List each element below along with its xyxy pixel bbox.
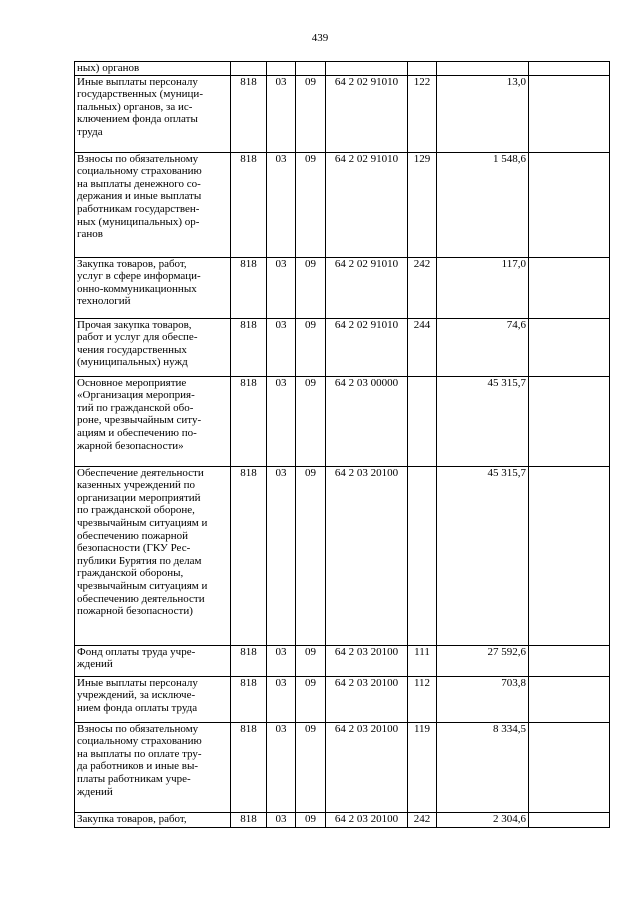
item-name: Прочая закупка товаров, работ и услуг для обеспе- чения государственных (муниципальных) нужд [75,318,231,376]
table-row [75,466,610,645]
subsection-code: 09 [296,812,326,827]
extra-cell [529,645,610,676]
subsection-code: 09 [296,722,326,812]
ved-code: 818 [231,466,267,645]
extra-cell [529,62,610,76]
extra-cell [529,152,610,257]
ved-code: 818 [231,645,267,676]
target-article-code: 64 2 03 20100 [326,645,408,676]
item-name: Взносы по обязательному социальному страхованию на выплаты по оплате тру- да работников и иные вы- платы работникам учре- ждений [75,722,231,812]
target-article-code: 64 2 03 20100 [326,722,408,812]
table-body [75,62,610,828]
section-code: 03 [267,152,296,257]
ved-code: 818 [231,75,267,152]
section-code: 03 [267,466,296,645]
item-name: Основное мероприятие «Организация мероприя- тий по гражданской обо- роне, чрезвычайным ситу- ациям и обеспечению по- жарной безопасности» [75,376,231,466]
subsection-code [296,62,326,76]
expense-type-code: 242 [408,257,437,318]
subsection-code: 09 [296,645,326,676]
amount: 27 592,6 [437,645,529,676]
ved-code: 818 [231,318,267,376]
section-code: 03 [267,75,296,152]
item-name: Закупка товаров, работ, [75,812,231,827]
expense-type-code: 112 [408,676,437,722]
amount: 2 304,6 [437,812,529,827]
table-row [75,62,610,76]
amount: 45 315,7 [437,376,529,466]
amount: 13,0 [437,75,529,152]
amount [437,62,529,76]
expense-type-code: 111 [408,645,437,676]
ved-code: 818 [231,376,267,466]
table-row [75,676,610,722]
expense-type-code [408,62,437,76]
extra-cell [529,812,610,827]
table-row [75,257,610,318]
ved-code [231,62,267,76]
section-code: 03 [267,722,296,812]
item-name: Взносы по обязательному социальному страхованию на выплаты денежного со- держания и иные выплаты работникам государствен- ных (муниципальных) ор- ганов [75,152,231,257]
subsection-code: 09 [296,152,326,257]
extra-cell [529,676,610,722]
target-article-code: 64 2 03 00000 [326,376,408,466]
target-article-code: 64 2 02 91010 [326,75,408,152]
subsection-code: 09 [296,676,326,722]
extra-cell [529,318,610,376]
amount: 8 334,5 [437,722,529,812]
expense-type-code: 129 [408,152,437,257]
target-article-code [326,62,408,76]
item-name: Фонд оплаты труда учре- ждений [75,645,231,676]
target-article-code: 64 2 03 20100 [326,466,408,645]
extra-cell [529,466,610,645]
amount: 703,8 [437,676,529,722]
subsection-code: 09 [296,318,326,376]
section-code: 03 [267,812,296,827]
ved-code: 818 [231,152,267,257]
table-row [75,152,610,257]
extra-cell [529,257,610,318]
target-article-code: 64 2 02 91010 [326,257,408,318]
ved-code: 818 [231,722,267,812]
extra-cell [529,376,610,466]
extra-cell [529,75,610,152]
amount: 74,6 [437,318,529,376]
expense-type-code: 244 [408,318,437,376]
expense-type-code: 242 [408,812,437,827]
extra-cell [529,722,610,812]
item-name: Обеспечение деятельности казенных учреждений по организации мероприятий по гражданской обороне, чрезвычайным ситуациям и обеспечению пожарной безопасности (ГКУ Рес- публики Бурятия по делам гражданской обороны, чрезвычайным ситуациям и обеспечению деятельности пожарной безопасности) [75,466,231,645]
ved-code: 818 [231,257,267,318]
item-name: Иные выплаты персоналу государственных (муници- пальных) органов, за ис- ключением фонда оплаты труда [75,75,231,152]
table-row [75,722,610,812]
target-article-code: 64 2 03 20100 [326,812,408,827]
section-code: 03 [267,645,296,676]
ved-code: 818 [231,812,267,827]
subsection-code: 09 [296,257,326,318]
table-row [75,812,610,827]
target-article-code: 64 2 02 91010 [326,152,408,257]
section-code: 03 [267,318,296,376]
section-code [267,62,296,76]
item-name: ных) органов [75,62,231,76]
section-code: 03 [267,676,296,722]
section-code: 03 [267,376,296,466]
table-row [75,75,610,152]
table-row [75,318,610,376]
target-article-code: 64 2 03 20100 [326,676,408,722]
table-row [75,376,610,466]
expense-type-code: 122 [408,75,437,152]
item-name: Закупка товаров, работ, услуг в сфере информаци- онно-коммуникационных технологий [75,257,231,318]
subsection-code: 09 [296,466,326,645]
ved-code: 818 [231,676,267,722]
amount: 117,0 [437,257,529,318]
target-article-code: 64 2 02 91010 [326,318,408,376]
amount: 45 315,7 [437,466,529,645]
subsection-code: 09 [296,376,326,466]
item-name: Иные выплаты персоналу учреждений, за исключе- нием фонда оплаты труда [75,676,231,722]
section-code: 03 [267,257,296,318]
page-number: 439 [311,32,329,44]
expense-type-code: 119 [408,722,437,812]
expense-type-code [408,466,437,645]
subsection-code: 09 [296,75,326,152]
table-row [75,645,610,676]
expense-type-code [408,376,437,466]
amount: 1 548,6 [437,152,529,257]
budget-table [74,61,610,828]
